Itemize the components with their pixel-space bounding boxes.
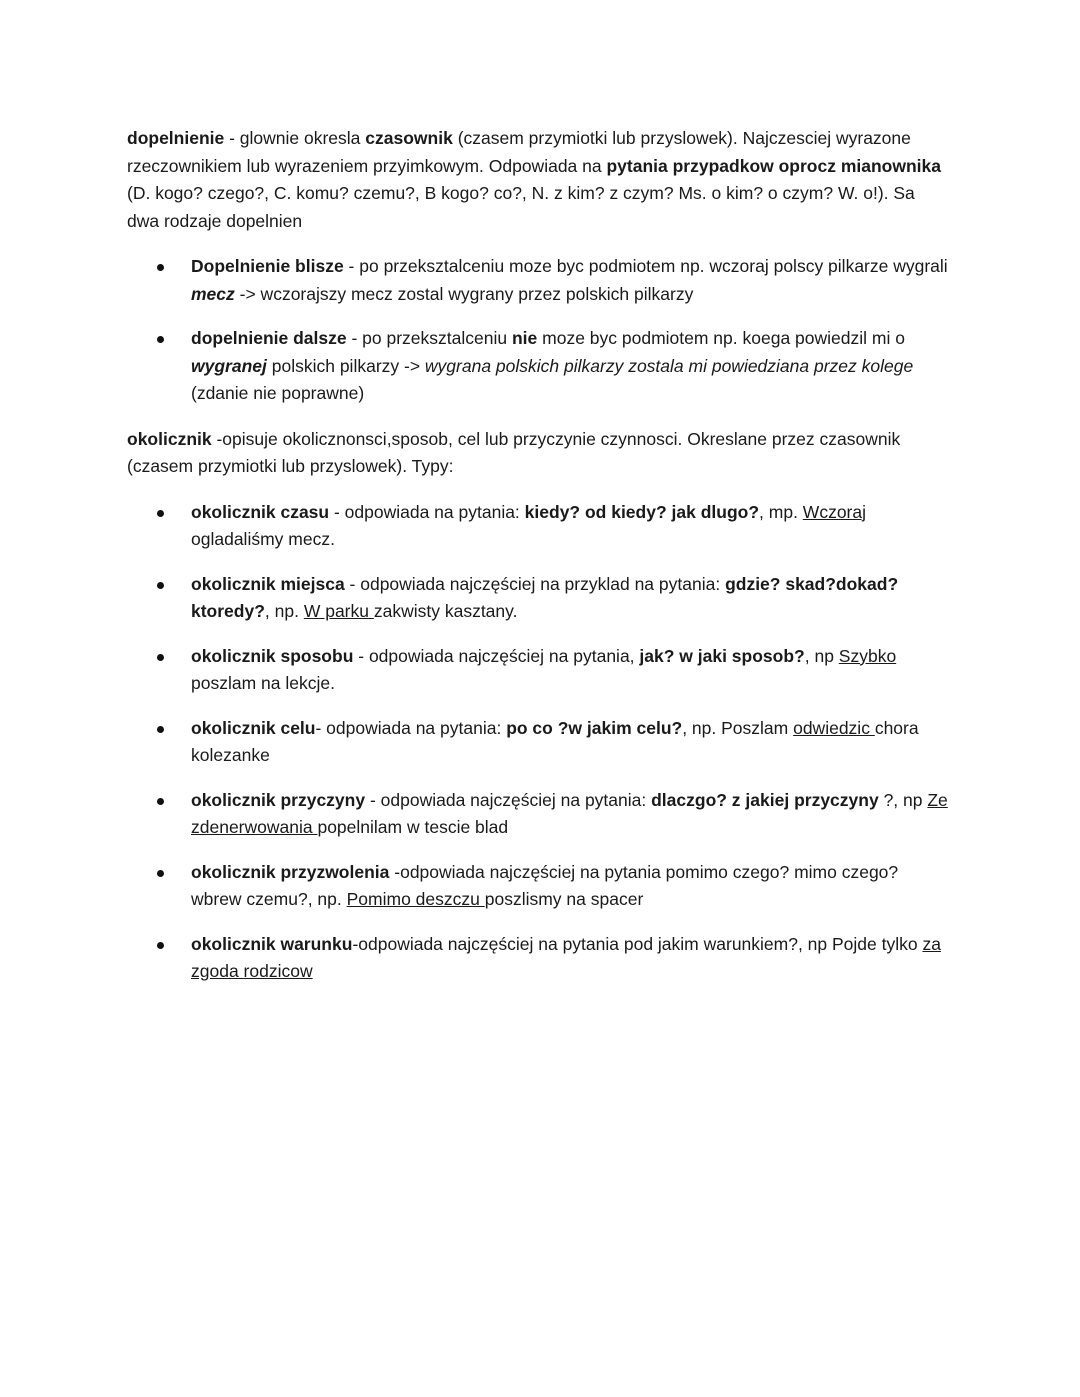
question-run: po co ?w jakim celu? (506, 717, 683, 738)
dopelnienie-list (127, 253, 950, 408)
text-run: ogladaliśmy mecz. (191, 529, 335, 549)
text-run: ?, np (883, 789, 928, 810)
item-term: okolicznik celu (191, 717, 316, 738)
bold-italic-run: mecz (191, 283, 235, 304)
item-term: dopelnienie dalsze (191, 328, 347, 348)
italic-run: wygrana polskich pilkarzy zostala mi powiedziana przez kolege (424, 355, 914, 376)
text-run: - odpowiada najczęściej na pytania, (353, 645, 640, 666)
text-run: moze byc podmiotem np. koega powiedzil mi o (537, 328, 905, 348)
list-item (127, 787, 950, 842)
bullet-icon (157, 798, 164, 805)
text-run: -opisuje okolicznonsci,sposob, cel lub przyczynie czynnosci. Okreslane przez czasownik (czasem przymiotki lub przyslowek). Typy: (127, 428, 901, 476)
list-item (127, 931, 950, 986)
text-run: zakwisty kasztany. (373, 601, 518, 621)
bullet-icon (157, 870, 164, 877)
example-underlined: Szybko (838, 645, 897, 666)
question-run: gdzie? skad?dokad? ktoredy? (191, 573, 899, 621)
bold-run: pytania przypadkow oprocz mianownika (606, 155, 941, 176)
text-run: - odpowiada najczęściej na pytania: (365, 789, 652, 810)
text-run: - odpowiada najczęściej na przyklad na pytania: (344, 573, 726, 594)
term-dopelnienie: dopelnienie (127, 128, 225, 148)
text-run: , np. Poszlam (682, 717, 794, 738)
text-run: -> wczorajszy mecz zostal wygrany przez polskich pilkarzy (234, 283, 694, 304)
bold-italic-run: wygranej (191, 355, 267, 376)
text-run: -odpowiada najczęściej na pytania pod jakim warunkiem?, np Pojde tylko (352, 933, 923, 954)
text-run: (czasem przymiotki lub przyslowek). Najczesciej wyrazone rzeczownikiem lub wyrazeniem przyimkowym. Odpowiada na (127, 128, 911, 176)
text-run: , mp. (759, 501, 803, 522)
text-run: (D. kogo? czego?, C. komu? czemu?, B kogo? co?, N. z kim? z czym? Ms. o kim? o czym? W. o!). Sa dwa rodzaje dopelnien (127, 183, 915, 231)
term-okolicznik: okolicznik (127, 428, 212, 449)
bold-run: nie (511, 328, 538, 348)
text-run: - odpowiada na pytania: (329, 501, 525, 522)
example-underlined: Ze zdenerwowania (191, 789, 948, 837)
text-run: chora kolezanke (191, 717, 919, 765)
example-underlined: odwiedzic (793, 717, 875, 738)
list-item (127, 253, 950, 308)
bullet-icon (157, 726, 164, 733)
item-term: okolicznik miejsca (191, 573, 345, 594)
text-run: poszlismy na spacer (484, 889, 644, 909)
text-run: - po przeksztalceniu (346, 328, 512, 348)
example-underlined: za zgoda rodzicow (191, 933, 941, 981)
text-run: -odpowiada najczęściej na pytania pomimo czego? mimo czego? wbrew czemu?, np. (191, 861, 899, 909)
question-run: jak? w jaki sposob? (639, 645, 805, 666)
bullet-icon (157, 264, 164, 271)
bullet-icon (157, 336, 164, 343)
item-term: okolicznik sposobu (191, 645, 354, 666)
item-term: okolicznik warunku (191, 933, 353, 954)
list-item (127, 499, 950, 554)
text-run: - odpowiada na pytania: (315, 717, 507, 738)
text-run: popelnilam w tescie blad (317, 817, 509, 837)
example-underlined: Pomimo deszczu (346, 889, 485, 909)
bullet-icon (157, 510, 164, 517)
bullet-icon (157, 654, 164, 661)
item-term: okolicznik czasu (191, 501, 330, 522)
text-run: poszlam na lekcje. (191, 673, 335, 693)
list-item (127, 715, 950, 770)
list-item (127, 325, 950, 408)
text-run: , np (804, 645, 839, 666)
list-item (127, 571, 950, 626)
text-run: , np. (264, 601, 304, 621)
example-underlined: W parku (303, 601, 374, 621)
item-term: okolicznik przyzwolenia (191, 861, 390, 882)
text-run: - po przeksztalceniu moze byc podmiotem np. wczoraj polscy pilkarze wygrali (343, 256, 948, 276)
question-run: kiedy? od kiedy? jak dlugo? (524, 501, 760, 522)
item-term: Dopelnienie blisze (191, 256, 344, 276)
list-item (127, 859, 950, 914)
text-run: (zdanie nie poprawne) (191, 383, 365, 403)
bullet-icon (157, 942, 164, 949)
text-run: polskich pilkarzy -> (266, 355, 425, 376)
paragraph-okolicznik (127, 426, 950, 481)
paragraph-dopelnienie (127, 125, 950, 235)
bullet-icon (157, 582, 164, 589)
list-item (127, 643, 950, 698)
question-run: dlaczgo? z jakiej przyczyny (651, 789, 884, 810)
bold-run: czasownik (365, 128, 453, 148)
item-term: okolicznik przyczyny (191, 789, 366, 810)
okolicznik-list (127, 499, 950, 986)
text-run: - glownie okresla (224, 128, 366, 148)
example-underlined: Wczoraj (802, 501, 866, 522)
